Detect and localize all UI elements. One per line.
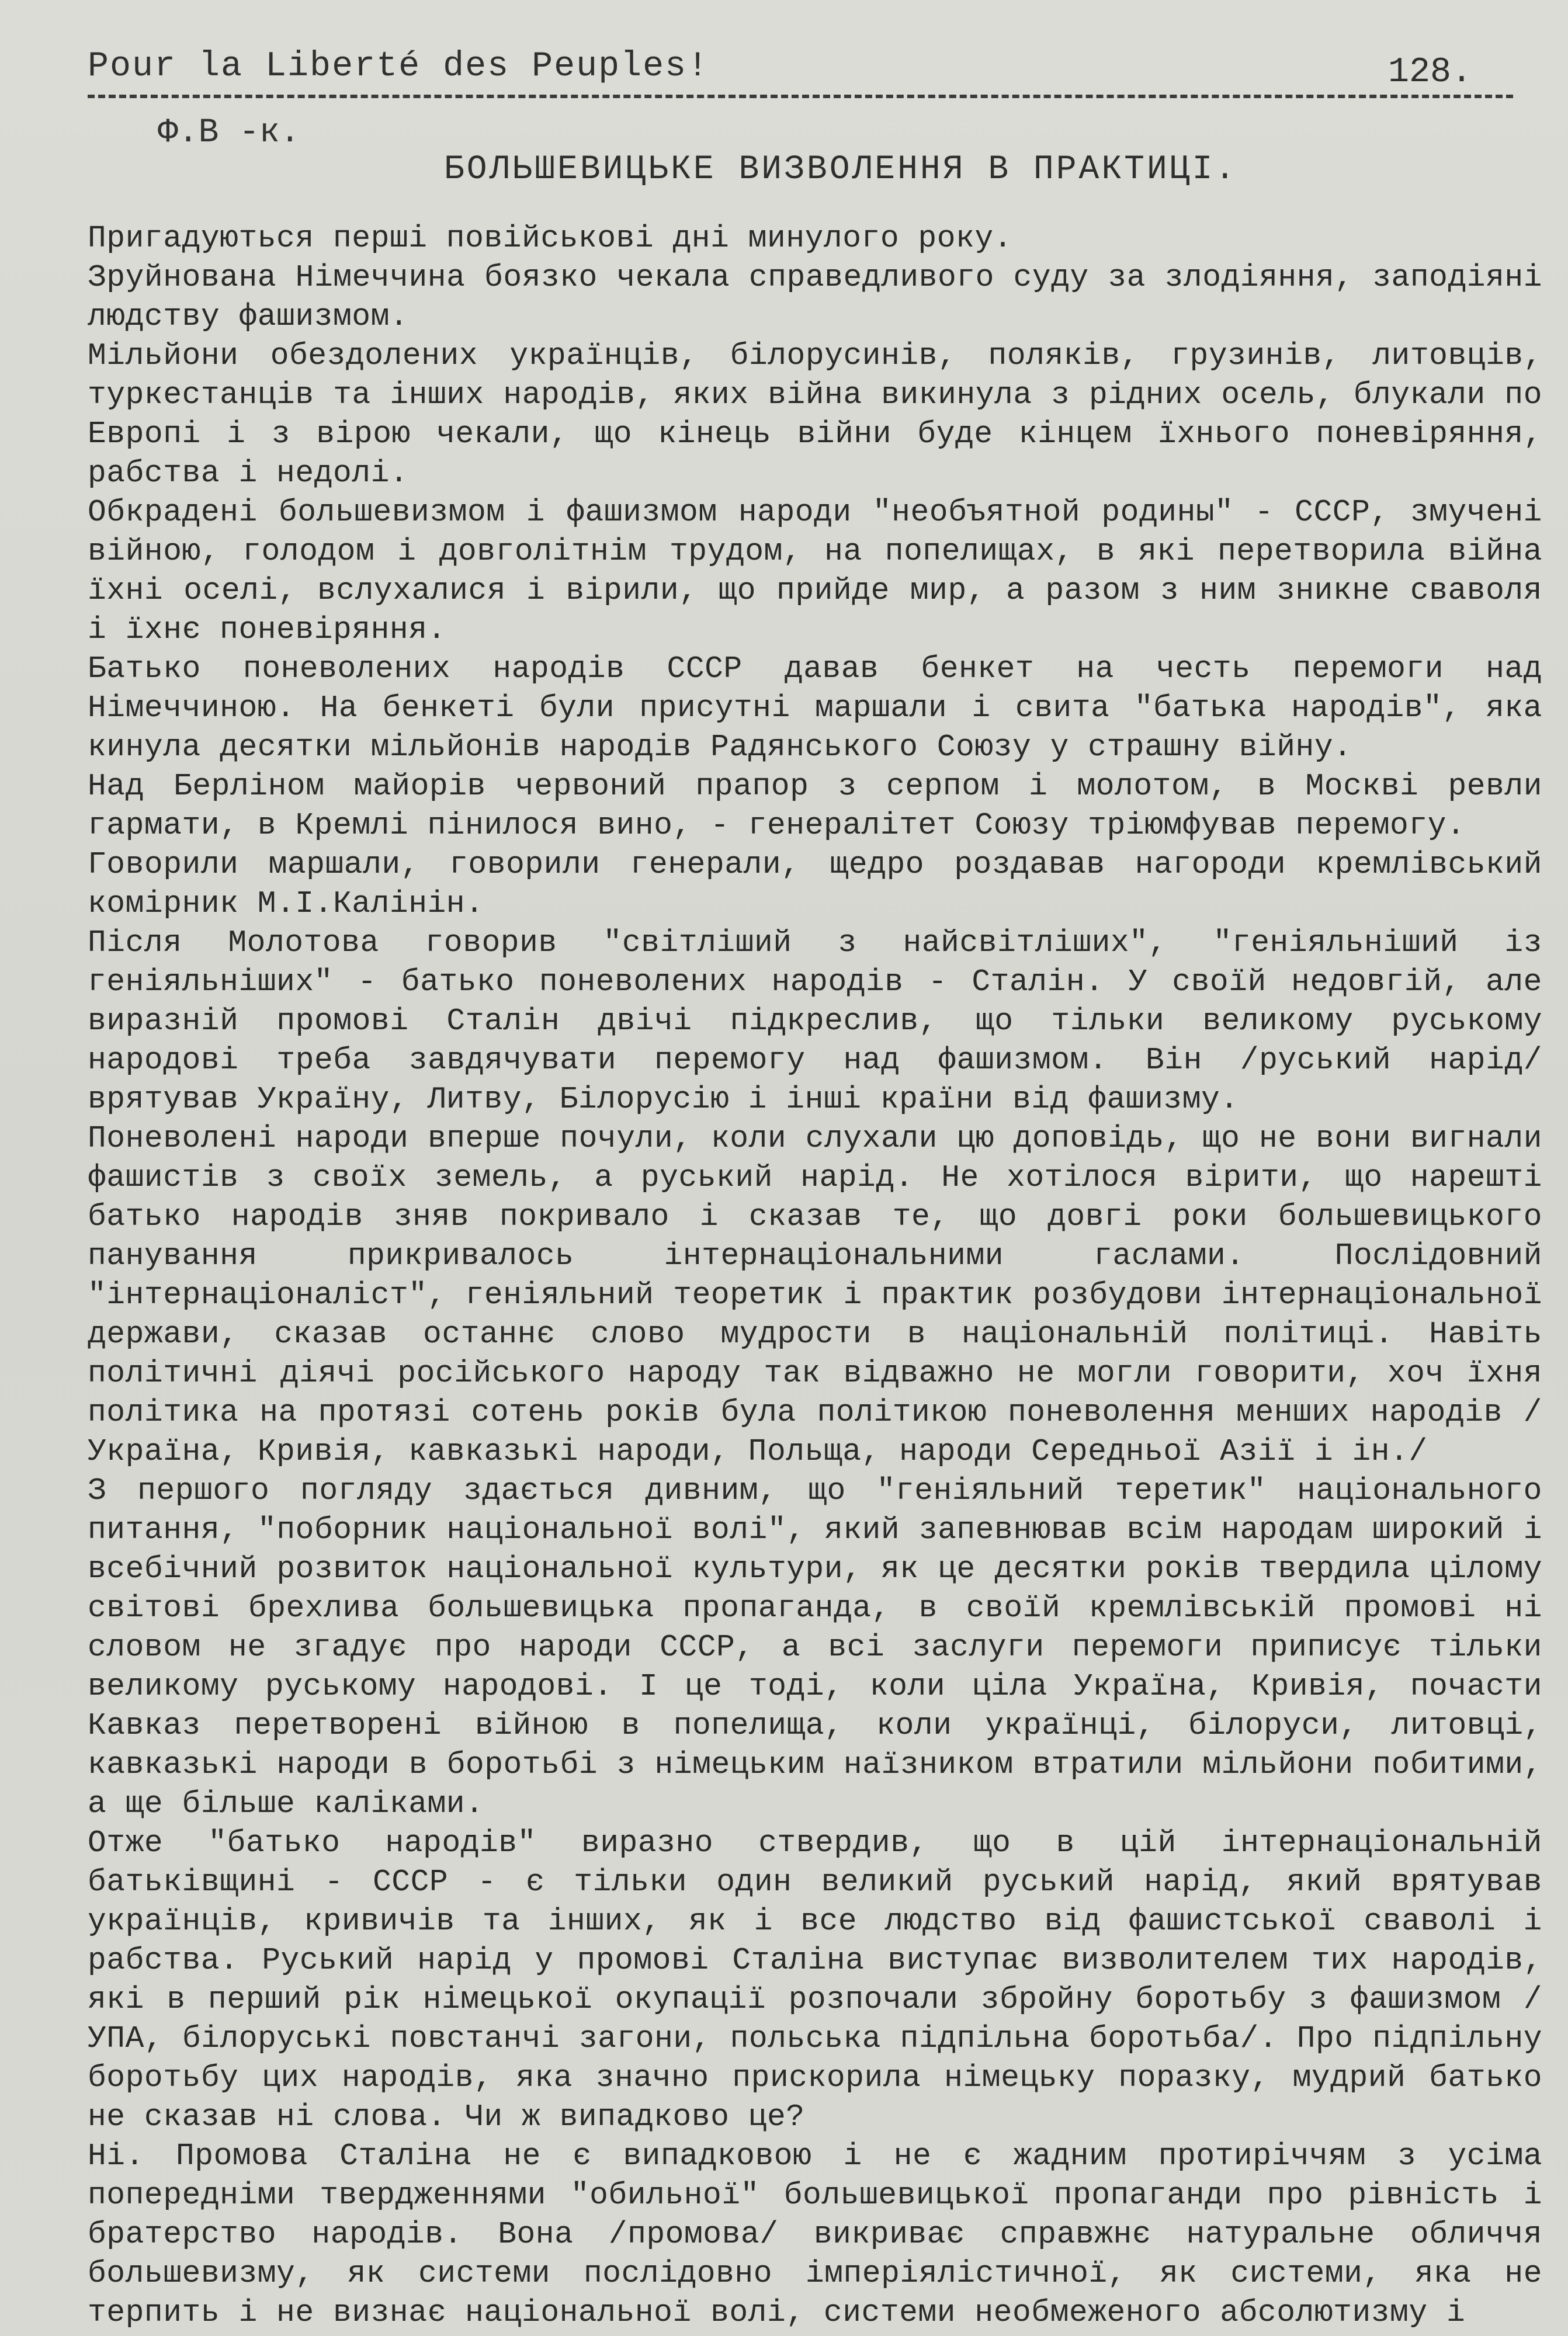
header-motto: Pour la Liberté des Peuples! bbox=[88, 47, 710, 86]
article-title: БОЛЬШЕВИЦЬКЕ ВИЗВОЛЕННЯ В ПРАКТИЦІ. bbox=[444, 151, 1238, 189]
page-header bbox=[88, 47, 1513, 111]
paragraph: З першого погляду здається дивним, що "геніяльний теретик" національного питання, "поборник національної волі", який запевнював всім народам широкий і всебічний розвиток національної культури, як це десятки років твердила цілому світові брехлива большевицька пропаганда, в своїй кремлівській промові ні словом не згадує про народи СССР, а всі заслуги перемоги приписує тільки великому руському народові. І це тоді, коли ціла Україна, Кривія, почасти Кавказ перетворені війною в попелища, коли українці, білоруси, литовці, кавказькі народи в боротьбі з німецьким наїзником втратили мільйони побитими, а ще більше каліками. bbox=[88, 1473, 1542, 1821]
paragraph: Батько поневолених народів СССР давав бенкет на честь перемоги над Німеччиною. На бенкеті були присутні маршали і свита "батька народів", яка кинула десятки мільйонів народів Радянського Союзу у страшну війну. bbox=[88, 651, 1542, 765]
article-body bbox=[88, 219, 1542, 2332]
paragraph: Над Берліном майорів червоний прапор з серпом і молотом, в Москві ревли гармати, в Кремлі пінилося вино, - генералітет Союзу тріюмфував перемогу. bbox=[88, 769, 1542, 843]
page-number: 128. bbox=[1387, 53, 1472, 92]
article-author: Ф.В -к. bbox=[158, 114, 300, 152]
paragraph: Отже "батько народів" виразно ствердив, що в цій інтернаціональній батьківщині - СССР - є тільки один великий руський нарід, який врятував українців, кривичів та інших, як і все людство від фашистської сваволі і рабства. Руський нарід у промові Сталіна виступає визволителем тих народів, які в перший рік німецької окупації розпочали збройну боротьбу з фашизмом /УПА, білоруські повстанчі загони, польська підпільна боротьба/. Про підпільну боротьбу цих народів, яка значно прискорила німецьку поразку, мудрий батько не сказав ні слова. Чи ж випадково це? bbox=[88, 1825, 1542, 2134]
paragraph: Після Молотова говорив "світліший з найсвітліших", "геніяльніший із геніяльніших" - батько поневолених народів - Сталін. У своїй недовгій, але виразній промові Сталін двічі підкреслив, що тільки великому руському народові треба завдячувати перемогу над фашизмом. Він /руський нарід/ врятував Україну, Литву, Білорусію і інші країни від фашизму. bbox=[88, 925, 1542, 1117]
paragraph: Ні. Промова Сталіна не є випадковою і не є жадним протиріччям з усіма попередніми твердженнями "обильної" большевицької пропаганди про рівність і братерство народів. Вона /промова/ викриває справжнє натуральне обличчя большевизму, як системи послідовно імперіялістичної, як системи, яка не терпить і не визнає національної волі, системи необмеженого абсолютизму і bbox=[88, 2139, 1542, 2330]
paragraph: Зруйнована Німеччина боязко чекала справедливого суду за злодіяння, заподіяні людству фашизмом. bbox=[88, 260, 1542, 334]
paragraph: Мільйони обездолених українців, білорусинів, поляків, грузинів, литовців, туркестанців та інших народів, яких війна викинула з рідних осель, блукали по Европі і з вірою чекали, що кінець війни буде кінцем їхнього поневіряння, рабства і недолі. bbox=[88, 338, 1542, 491]
paragraph: Поневолені народи вперше почули, коли слухали цю доповідь, що не вони вигнали фашистів з своїх земель, а руський нарід. Не хотілося вірити, що нарешті батько народів зняв покривало і сказав те, що довгі роки большевицького панування прикривалось інтернаціональними гаслами. Послідовний "інтернаціоналіст", геніяльний теоретик і практик розбудови інтернаціональної держави, сказав останнє слово мудрости в національній політиці. Навіть політичні діячі російського народу так відважно не могли говорити, хоч їхня політика на протязі сотень років була політикою поневолення менших народів /Україна, Кривія, кавказькі народи, Польща, народи Середньої Азії і ін./ bbox=[88, 1121, 1542, 1469]
header-dashed-rule bbox=[88, 95, 1513, 98]
paragraph: Пригадуються перші повійськові дні минулого року. bbox=[88, 221, 1012, 256]
paragraph: Говорили маршали, говорили генерали, щедро роздавав нагороди кремлівський комірник М.І.Калінін. bbox=[88, 847, 1542, 921]
paragraph: Обкрадені большевизмом і фашизмом народи "необъятной родины" - СССР, змучені війною, голодом і довголітнім трудом, на попелищах, в які перетворила війна їхні оселі, вслухалися і вірили, що прийде мир, а разом з ним зникне сваволя і їхнє поневіряння. bbox=[88, 495, 1542, 647]
